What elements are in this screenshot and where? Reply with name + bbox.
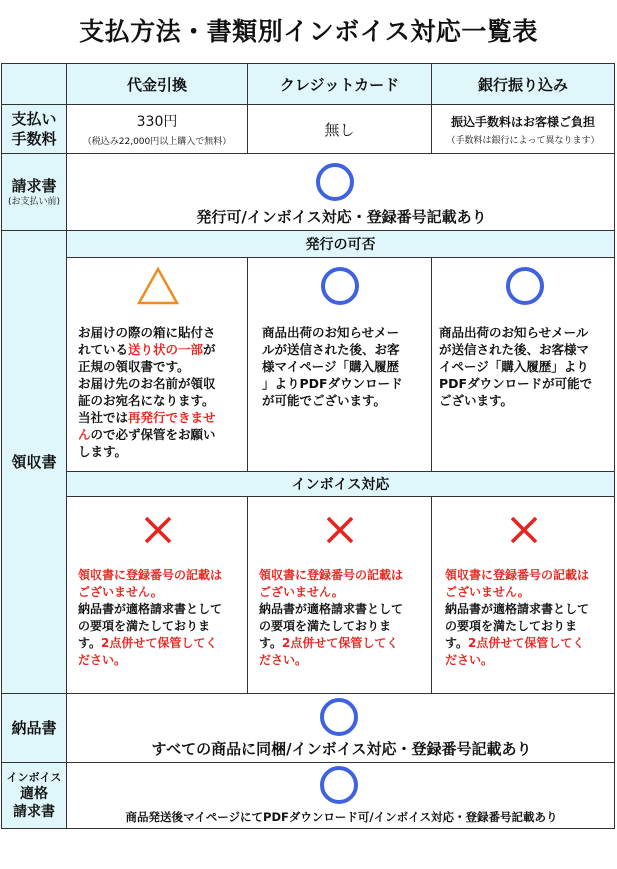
- text-line: します。: [78, 444, 128, 459]
- fee-cod-cell: [66, 104, 248, 154]
- row-label-receipt: [1, 230, 67, 694]
- row-label-delivery: [1, 693, 67, 763]
- fee-card-cell: [247, 104, 432, 154]
- text-line: PDFダウンロードが可能で: [439, 376, 593, 391]
- text-line: す。2点併せて保管してく: [78, 636, 218, 650]
- fee-bank-note: （手数料は銀行によって異なります）: [446, 135, 600, 146]
- text-line: お届け先のお名前が領収: [78, 376, 216, 391]
- text-line: の要項を満たしておりま: [259, 619, 392, 633]
- qualified-label-line1: インボイス: [6, 771, 62, 784]
- delivery-text: すべての商品に同梱/インボイス対応・登録番号記載あり: [151, 740, 532, 758]
- receipt-invoice-card-text: [259, 567, 429, 669]
- circle-icon: [321, 267, 359, 305]
- column-header-card: [247, 63, 432, 105]
- receipt-issue-cod-text: [78, 324, 243, 460]
- page-title: 支払方法・書類別インボイス対応一覧表: [79, 17, 538, 46]
- fee-cod-amount: 330円: [136, 114, 178, 130]
- text-line: 商品出荷のお知らせメール: [439, 325, 589, 340]
- header-corner: [1, 63, 67, 105]
- text-line: 様マイページ「購入履歴: [262, 359, 400, 374]
- fee-cod-note: （税込み22,000円以上購入で無料）: [82, 137, 232, 147]
- qualified-label-line2: 適格: [20, 786, 48, 802]
- text-line: 領収書に登録番号の記載は: [78, 568, 223, 582]
- column-header-label: 銀行振り込み: [477, 75, 568, 94]
- text-line: の要項を満たしておりま: [445, 619, 578, 633]
- text-line: お届けの際の箱に貼付さ: [78, 325, 216, 340]
- text-line: 納品書が適格請求書として: [445, 602, 590, 616]
- qualified-label-line3: 請求書: [13, 804, 55, 820]
- column-header-label: 代金引換: [126, 75, 187, 94]
- receipt-invoice-cod-cell: [66, 496, 248, 694]
- text-line: ださい。: [445, 653, 494, 667]
- text-line: れている送り状の一部が: [78, 342, 216, 357]
- receipt-issue-cod-cell: [66, 257, 248, 472]
- cross-icon: [325, 515, 355, 545]
- receipt-invoice-header: [66, 471, 615, 497]
- invoice-request-sublabel: (お支払い前): [7, 197, 61, 207]
- text-line: ルが送信された後、お客: [262, 342, 400, 357]
- text-line: 正規の領収書です。: [78, 359, 190, 374]
- text-line: 当社では再発行できませ: [78, 410, 216, 425]
- text-line: の要項を満たしておりま: [78, 619, 211, 633]
- receipt-issue-card-text: [262, 324, 430, 409]
- receipt-invoice-card-cell: [247, 496, 432, 694]
- cross-icon: [143, 515, 173, 545]
- text-line: ございません。: [445, 585, 530, 599]
- receipt-issue-bank-text: [439, 324, 614, 409]
- circle-icon: [506, 267, 544, 305]
- fee-label-line2: 手数料: [11, 130, 57, 148]
- text-line: す。2点併せて保管してく: [445, 636, 585, 650]
- text-line: ございません。: [78, 585, 163, 599]
- text-line: が可能でございます。: [262, 393, 387, 408]
- fee-label-line1: 支払い: [11, 110, 57, 128]
- delivery-cell: [66, 693, 615, 763]
- row-label-qualified: [1, 762, 67, 829]
- triangle-icon: [136, 266, 180, 306]
- receipt-invoice-bank-text: [445, 567, 613, 669]
- text-line: 商品出荷のお知らせメー: [262, 325, 400, 340]
- circle-icon: [316, 163, 354, 201]
- receipt-label: 領収書: [11, 453, 57, 471]
- circle-icon: [320, 698, 358, 736]
- circle-icon: [320, 766, 358, 804]
- receipt-invoice-bank-cell: [431, 496, 615, 694]
- fee-card-value: 無し: [324, 120, 355, 139]
- text-line: 納品書が適格請求書として: [78, 602, 223, 616]
- text-line: ださい。: [259, 653, 308, 667]
- receipt-issue-header-label: 発行の可否: [305, 237, 376, 253]
- receipt-issue-bank-cell: [431, 257, 615, 472]
- invoice-request-text: 発行可/インボイス対応・登録番号記載あり: [196, 208, 487, 226]
- receipt-invoice-cod-text: [78, 567, 246, 669]
- text-line: が送信された後、お客様マ: [439, 342, 590, 357]
- text-line: 」よりPDFダウンロード: [262, 376, 403, 391]
- row-label-fee: [1, 104, 67, 154]
- column-header-bank: [431, 63, 615, 105]
- text-line: 証のお宛名になります。: [78, 393, 215, 408]
- delivery-label: 納品書: [11, 719, 57, 737]
- fee-bank-cell: [431, 104, 615, 154]
- row-label-invoice-request: [1, 153, 67, 231]
- text-line: ございません。: [259, 585, 344, 599]
- text-line: 納品書が適格請求書として: [259, 602, 404, 616]
- text-line: 領収書に登録番号の記載は: [445, 568, 590, 582]
- invoice-request-cell: [66, 153, 615, 231]
- text-line: す。2点併せて保管してく: [259, 636, 399, 650]
- text-line: イページ「購入履歴」より: [439, 359, 589, 374]
- fee-bank-main: 振込手数料はお客様ご負担: [450, 114, 595, 129]
- qualified-text: 商品発送後マイページにてPDFダウンロード可/インボイス対応・登録番号記載あり: [125, 810, 558, 824]
- cross-icon: [509, 515, 539, 545]
- invoice-request-label: 請求書: [11, 177, 57, 195]
- receipt-issue-header: [66, 230, 615, 258]
- text-line: 領収書に登録番号の記載は: [259, 568, 404, 582]
- text-line: ださい。: [78, 653, 127, 667]
- text-line: ございます。: [439, 393, 514, 408]
- column-header-label: クレジットカード: [279, 75, 400, 94]
- receipt-issue-card-cell: [247, 257, 432, 472]
- column-header-cod: [66, 63, 248, 105]
- receipt-invoice-header-label: インボイス対応: [291, 477, 390, 493]
- text-line: んので必ず保管をお願い: [78, 427, 216, 442]
- qualified-cell: [66, 762, 615, 829]
